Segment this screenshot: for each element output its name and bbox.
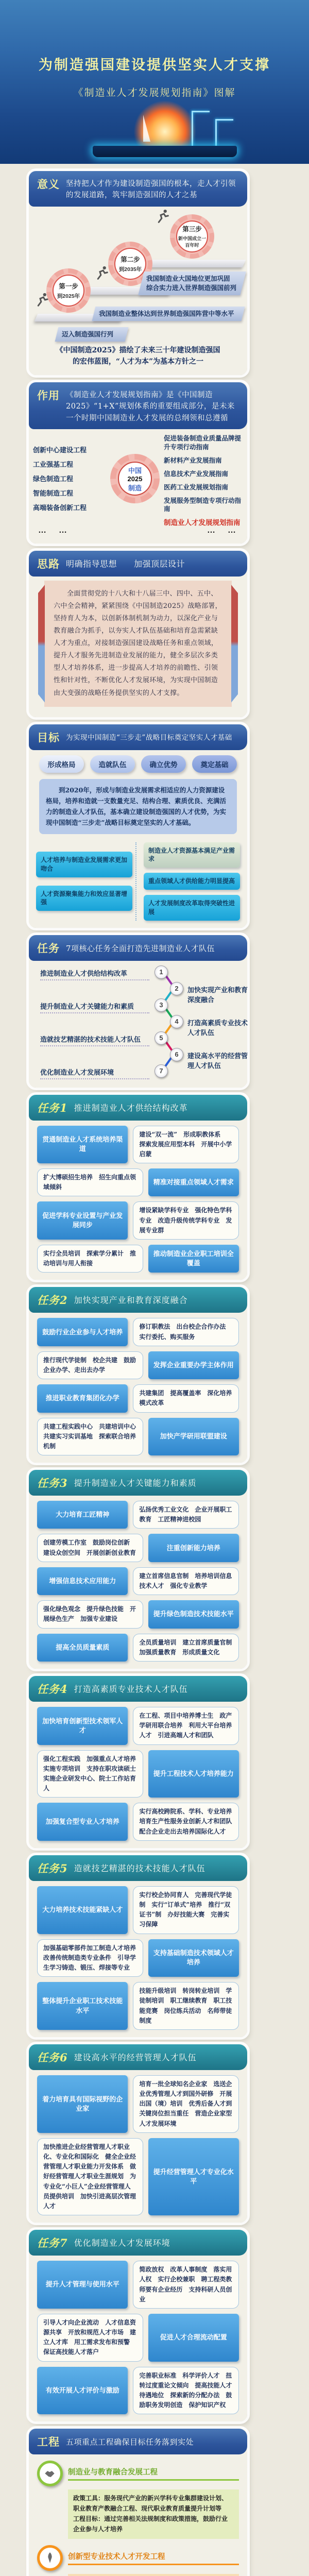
mubiao-text: 为实现中国制造“三步走”战略目标奠定坚实人才基础	[66, 733, 232, 742]
measure-detail: 共建集团 提高覆盖率 深化培养模式改革	[133, 1384, 239, 1412]
renwu-banner	[29, 935, 247, 961]
mubiao-goal-grid	[36, 842, 240, 921]
gongcheng-banner	[29, 2429, 247, 2454]
harbor-illustration	[82, 106, 247, 162]
gear-top-text: 中国	[128, 467, 142, 475]
goal-box: 制造业人才资源基本满足产业需求	[144, 842, 240, 868]
step1-name: 第一步	[59, 282, 78, 290]
yiyi-banner	[29, 171, 247, 207]
goal-box: 人才资源聚集能力和效应显著增强	[36, 886, 132, 911]
gear-step-1	[46, 268, 91, 313]
list-item: 促进装备制造业质量品牌提升专项行动指南	[164, 435, 242, 451]
measure-detail: 在工程、项目中培养博士生 政产学研用联合培养 利用大平台培养人才 引进高端人才和团队	[133, 1707, 239, 1745]
goal-left-column	[36, 842, 132, 921]
section-task7	[29, 2230, 247, 2421]
section-task5	[29, 1855, 247, 2037]
step1-goal: 迈入制造强国行列	[62, 330, 114, 338]
measure-detail: 创建劳模工作室 鼓励岗位创新 建设众创空间 开展创新创业教育	[37, 1534, 143, 1562]
sail-icon	[143, 115, 150, 142]
measure-pill: 提升绿色制造技术技能水平	[148, 1600, 239, 1628]
measure-detail: 推行现代学徒制 校企共建 鼓励企业办学、走出去办学	[37, 1351, 143, 1379]
list-item: 高端装备创新工程	[33, 504, 87, 512]
silu-head: 明确指导思想 加强顶层设计	[66, 559, 185, 569]
task-item-6: 建设高水平的经营管理人才队伍	[187, 1052, 248, 1070]
zuoyong-label: 作用	[37, 388, 60, 402]
measure-detail: 共建工程实践中心 共建培训中心 共建实习实训基地 探索联合培养机制	[37, 1418, 143, 1456]
task1-title: 推进制造业人才供给结构改革	[74, 1103, 188, 1113]
mubiao-label: 目标	[37, 731, 60, 744]
silu-label: 思路	[37, 557, 60, 571]
task-item-1: 推进制造业人才供给结构改革	[40, 968, 149, 980]
mubiao-paragraph: 到2020年，形成与制造业发展需求相适应的人力资源建设格局，培养和造就一支数量充足、结构合理、素质优良、充满活力的制造业人才队伍，基本确立建设制造强国的人才优势，为实现中国制造“三步走”战略目标奠定坚实的人才基础。	[39, 779, 237, 834]
china2025-gear	[110, 454, 160, 503]
project-goal: 通过完善相关法规制度和政策措施，鼓励行业企业参与人才培养	[73, 2515, 228, 2533]
crane-icon	[215, 119, 217, 147]
task-number-3: 3	[154, 998, 168, 1012]
ship-hull	[93, 146, 237, 157]
step3-goal: 我国制造业大国地位更加巩固 综合实力进入世界制造强国前列	[146, 275, 237, 292]
goal-box: 人才发展制度改革取得突破性进展	[144, 895, 240, 921]
list-item: 智能制造工程	[33, 489, 74, 498]
page-header	[0, 0, 309, 164]
task-number-7: 7	[154, 1064, 168, 1078]
pill-xingchengeju: 形成格局	[39, 755, 84, 773]
task-item-7: 优化制造业人才发展环境	[40, 1067, 149, 1079]
section-zuoyong	[29, 382, 247, 544]
section-gongcheng	[29, 2429, 247, 2576]
measure-detail: 实行高校跨院系、学科、专业培养 培育生产性服务业创新人才和团队 配合企业走出去培养国际化人才	[133, 1803, 239, 1841]
project-title: 创新型专业技术人才开发工程	[68, 2551, 239, 2565]
measure-pill: 提升工程技术人才培养能力	[148, 1750, 239, 1798]
yiyi-text: 坚持把人才作为建设制造强国的根本，走人才引领的发展道路，筑牢制造强国的人才之基	[66, 180, 236, 200]
measure-detail: 加快推进企业经营管理人才职业化、专业化和国际化 健全企业经营管理人才职业能力开发体系 做好经营管理人才职业生涯规划 为专业化“小巨人”企业经营管理人员提供培训 加快引进高层次管理人才	[37, 2138, 143, 2215]
yiyi-note	[29, 345, 247, 368]
measure-detail: 强化工程实践 加强重点人才培养 实施专项培训 支持在职攻读硕士 实施企业研发中心、院士工作站育人	[37, 1750, 143, 1798]
handshake-icon	[37, 2461, 63, 2486]
project-tools: 服务现代产业的新兴学科专业集群建设计划、职业教育产教融合工程、现代职业教育质量提升计划等	[73, 2495, 228, 2513]
measure-pill: 大力培养技术技能紧缺人才	[37, 1886, 128, 1934]
yiyi-note-line2: 的宏伟蓝图，“人才为本”为基本方针之一	[72, 358, 204, 366]
measure-detail: 全员质量培训 建立首席质量官制 加强质量教育 形成质量文化	[133, 1634, 239, 1662]
task2-title: 加快实现产业和教育深度融合	[74, 1295, 188, 1306]
measure-detail: 完善职业标准 科学评价人才 扭转过度重论文倾向 提高技能人才待遇地位 探索新的分配办法 鼓励职务发明创造 保护知识产权	[133, 2367, 239, 2415]
measure-pill: 整体提升企业职工技术技能水平	[37, 1982, 128, 2030]
list-item: 新材料产业发展指南	[164, 456, 222, 464]
edge-decoration	[38, 585, 45, 702]
silu-body: 全面贯彻党的十八大和十八届三中、四中、五中、六中全会精神，紧紧围绕《中国制造2025》战略部署，坚持育人为本，以创新体制机制为动力，以深化产业与教育融合为抓手，以夯实人才队伍基础和培育急需紧缺人才为重点，对接制造强国建设战略任务和重点领域，提升人才服务先进制造业发展的能力，健全多层次多类型人才培养体系，进一步提高人才培养的前瞻性、引领性和针对性，不断优化人才发展环境，为实现中国制造由大变强的战略任务提供坚实的人才支撑。	[54, 590, 222, 697]
goal-right-column	[135, 842, 240, 921]
goal-box: 人才培养与制造业发展需求更加吻合	[36, 852, 132, 877]
section-mubiao	[29, 724, 247, 928]
task-item-5: 造就技艺精湛的技术技能人才队伍	[40, 1034, 149, 1046]
task-item-4: 打造高素质专业技术人才队伍	[187, 1019, 248, 1037]
task7-label: 任务7	[37, 2236, 68, 2250]
measure-pill: 加快培育创新型技术领军人才	[37, 1707, 128, 1745]
task-number-2: 2	[170, 982, 183, 995]
section-task1	[29, 1095, 247, 1280]
highlight-item: 制造业人才发展规划指南	[164, 519, 241, 527]
measure-detail: 培育一批全球知名企业家 选送企业优秀管理人才到国外研修 开展出国（境）培训 优秀后备人才到关键岗位担当重任 营造企业家型人才发展环境	[133, 2075, 239, 2133]
task7-banner	[29, 2230, 247, 2256]
measure-pill: 贯通制造业人才系统培养渠道	[37, 1126, 128, 1164]
zuoyong-banner	[29, 382, 247, 429]
task4-banner	[29, 1676, 247, 1702]
china2025-gear-map	[29, 433, 247, 536]
task2-label: 任务2	[37, 1294, 68, 1307]
measure-detail: 加强基础零部件加工制造人才培养 改善传统制造类专业条件 引导学生学习铸造、锻压、焊接等专业	[37, 1939, 143, 1977]
task3-label: 任务3	[37, 1477, 68, 1490]
silu-banner	[29, 551, 247, 577]
step3-name: 第三步	[182, 226, 202, 233]
measure-pill: 注重创新能力培养	[148, 1534, 239, 1562]
runner-icon	[156, 209, 171, 224]
measure-pill: 有效开展人才评价与激励	[37, 2367, 128, 2415]
gear-right-list	[164, 434, 245, 532]
list-item: 医药工业发展规划指南	[164, 483, 229, 491]
section-task4	[29, 1676, 247, 1848]
task5-label: 任务5	[37, 1861, 68, 1875]
task-number-6: 6	[170, 1048, 183, 1061]
measure-pill: 加快产学研用联盟建设	[148, 1418, 239, 1456]
gear-bottom-text: 制造	[128, 484, 142, 493]
task6-label: 任务6	[37, 2050, 68, 2064]
goal-label: 工程目标：	[73, 2515, 105, 2522]
project-education-fusion	[37, 2461, 239, 2538]
section-task6	[29, 2044, 247, 2223]
gongcheng-label: 工程	[37, 2435, 60, 2449]
section-task2	[29, 1287, 247, 1463]
step1-goal-box	[55, 327, 128, 342]
step2-goal: 我国制造业整体达到世界制造强国阵营中等水平	[99, 310, 234, 317]
task5-title: 造就技艺精湛的技术技能人才队伍	[74, 1863, 205, 1873]
measure-pill: 大力培育工匠精神	[37, 1501, 128, 1529]
list-item: 创新中心建设工程	[33, 446, 87, 454]
step-platform	[145, 260, 246, 267]
silu-body-box	[44, 581, 232, 706]
mubiao-pills	[39, 755, 237, 773]
tool-label: 政策工具：	[73, 2495, 105, 2502]
pill-diandingjichu: 奠定基础	[192, 755, 237, 773]
list-item: 信息技术产业发展指南	[164, 470, 229, 478]
measure-detail: 实行全员培训 探索学分累计 推动培训与用人衔接	[37, 1245, 143, 1273]
measure-pill: 增强信息技术应用能力	[37, 1567, 128, 1595]
goal-box: 重点领域人才供给能力明显提高	[144, 873, 240, 890]
yiyi-note-line1: 《中国制造2025》描绘了未来三十年建设制造强国	[56, 346, 220, 354]
measure-pill: 加强复合型专业人才培养	[37, 1803, 128, 1841]
edge-decoration	[231, 585, 238, 702]
task4-title: 打造高素质专业技术人才队伍	[74, 1684, 188, 1694]
pill-zaojiuduiwu: 造就队伍	[90, 755, 135, 773]
task-number-4: 4	[170, 1015, 183, 1028]
measure-detail: 建设“双一流” 形成职教体系 探索发展应用型本科 开展中小学启蒙	[133, 1126, 239, 1164]
project-innovative-talent	[37, 2545, 239, 2576]
measure-pill: 促进学科专业设置与产业发展同步	[37, 1201, 128, 1240]
measure-detail: 强化绿色观念 提升绿色技能 开展绿色生产 加强专业建设	[37, 1600, 143, 1628]
step2-time: 到2035年	[118, 266, 142, 273]
task-number-5: 5	[154, 1031, 168, 1045]
ellipsis: … …	[38, 526, 70, 535]
measure-pill: 提高全员质量素质	[37, 1634, 128, 1662]
measure-detail: 增设紧缺学科专业 强化特色学科专业 改造升级传统学科专业 发展专业群	[133, 1201, 239, 1240]
section-silu	[29, 551, 247, 717]
task-item-3: 提升制造业人才关键能力和素质	[40, 1001, 149, 1013]
task5-banner	[29, 1855, 247, 1881]
measure-pill: 推动制造业企业职工培训全覆盖	[148, 1245, 239, 1273]
measure-pill: 促进人才合理流动配置	[148, 2314, 239, 2362]
task2-banner	[29, 1287, 247, 1313]
task4-label: 任务4	[37, 1682, 68, 1696]
ellipsis: … …	[207, 526, 238, 535]
measure-pill: 提升人才管理与使用水平	[37, 2261, 128, 2309]
section-task3	[29, 1470, 247, 1669]
yiyi-label: 意义	[37, 178, 60, 191]
list-item: 发展服务型制造专项行动指南	[164, 497, 242, 513]
renwu-text: 7项核心任务全面打造先进制造业人才队伍	[66, 943, 215, 953]
step2-goal-box	[92, 307, 245, 321]
task-item-2: 加快实现产业和教育深度融合	[187, 986, 248, 1004]
renwu-label: 任务	[37, 941, 60, 955]
mubiao-banner	[29, 724, 247, 750]
runner-icon	[95, 265, 110, 281]
measure-pill: 支持基础制造技术领域人才培养	[148, 1939, 239, 1977]
crane-icon	[192, 111, 193, 147]
task6-banner	[29, 2044, 247, 2070]
task1-banner	[29, 1095, 247, 1121]
rocket-icon	[37, 2545, 63, 2571]
gear-step-3	[170, 214, 214, 259]
gear-left-list	[33, 445, 106, 517]
pill-quelyoushi: 确立优势	[141, 755, 186, 773]
task6-title: 建设高水平的经营管理人才队伍	[74, 2052, 197, 2062]
task1-label: 任务1	[37, 1101, 68, 1114]
measure-pill: 着力培育具有国际视野的企业家	[37, 2075, 128, 2133]
measure-detail: 引导人才向企业流动 人才信息资源共享 开放和规范人才市场 建立人才库 用工需求发布和预警 保证高技能人才落户	[37, 2314, 143, 2362]
measure-detail: 扩大博硕招生培养 招生向重点领域倾斜	[37, 1168, 143, 1196]
measure-detail: 简政放权 改革人事制度 落实用人权 实行企校兼职 聘工程类教师要有企业经历 支持科研人员创业	[133, 2261, 239, 2309]
section-renwu	[29, 935, 247, 1088]
gongcheng-text: 五项重点工程确保目标任务落到实处	[66, 2437, 194, 2447]
list-item: 工业强基工程	[33, 461, 74, 469]
page-title: 为制造强国建设提供坚实人才支撑	[39, 57, 270, 73]
three-steps-diagram	[32, 211, 244, 341]
measure-pill: 推进职业教育集团化办学	[37, 1384, 128, 1412]
list-item: 绿色制造工程	[33, 475, 74, 483]
task3-banner	[29, 1470, 247, 1496]
step2-name: 第二步	[121, 256, 140, 263]
seven-tasks-zigzag	[33, 965, 248, 1080]
page-subtitle: 《制造业人才发展规划指南》图解	[73, 87, 236, 98]
task7-title: 优化制造业人才发展环境	[74, 2238, 170, 2248]
step1-time: 到2025年	[57, 293, 80, 299]
step3-goal-box	[138, 272, 246, 295]
task3-title: 提升制造业人才关键能力和素质	[74, 1478, 197, 1488]
zuoyong-text: 《制造业人才发展规划指南》是《中国制造2025》“1+X”规划体系的重要组成部分，是未来一个时期中国制造业人才发展的总纲领和总遵循	[66, 391, 235, 422]
task-number-1: 1	[154, 965, 168, 979]
measure-detail: 弘扬优秀工业文化 企业开展职工教育 工匠精神进校园	[133, 1501, 239, 1529]
gear-mid-text: 2025	[127, 474, 143, 483]
project-title: 制造业与教育融合发展工程	[68, 2466, 239, 2481]
measure-detail: 建立首席信息官制 培养培训信息技术人才 强化专业教学	[133, 1567, 239, 1595]
measure-pill: 发挥企业重要办学主体作用	[148, 1351, 239, 1379]
measure-pill: 精准对接重点领域人才需求	[148, 1168, 239, 1196]
measure-detail: 技能升级培训 转岗转业培训 学徒制培训 职工继续教育 职工技能竞赛 岗位练兵活动 名师带徒制度	[133, 1982, 239, 2030]
measure-detail: 修订职教法 出台校企合作办法 实行委托、购买服务	[133, 1318, 239, 1346]
measure-pill: 提升经营管理人才专业化水平	[148, 2138, 239, 2215]
measure-detail: 实行校企协同育人 完善现代学徒制 实行“订单式”培养 推行“双证书”制 办好技能大赛 完善实习保障	[133, 1886, 239, 1934]
measure-pill: 鼓励行业企业参与人才培养	[37, 1318, 128, 1346]
section-yiyi	[29, 171, 247, 375]
step3-time: 新中国成立一百年时	[178, 236, 206, 248]
